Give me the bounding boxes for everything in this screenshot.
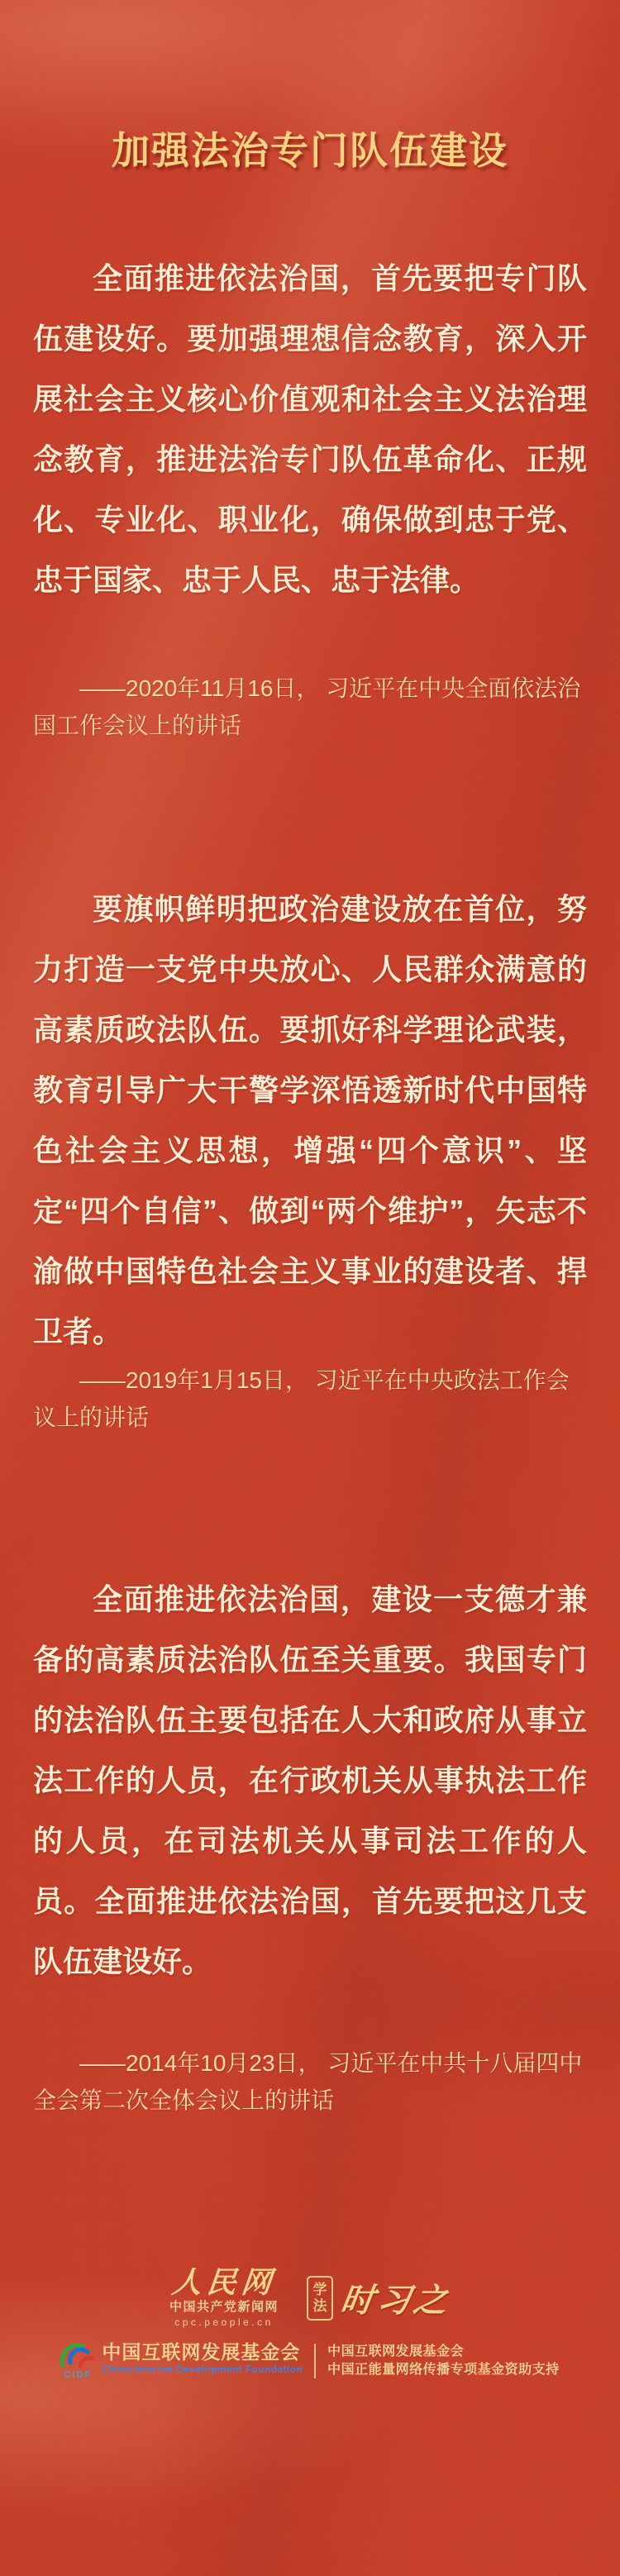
peoples-daily-subtitle: 中国共产党新闻网	[169, 2300, 279, 2314]
peoples-daily-url: cpc.people.cn	[174, 2316, 274, 2328]
footer-divider	[314, 2344, 316, 2378]
cidf-name-en: China Internet Development Foundation	[102, 2364, 303, 2375]
cidf-name-cn: 中国互联网发展基金会	[102, 2341, 301, 2363]
cidf-logo-block	[60, 2341, 303, 2380]
peoples-daily-wordmark: 人民网	[169, 2265, 279, 2299]
sponsor-support-line1: 中国互联网发展基金会	[327, 2344, 465, 2359]
shixizhi-wordmark: 时习之	[338, 2283, 453, 2319]
xuefa-badge-char-top: 学	[312, 2281, 327, 2297]
shixizhi-brand	[307, 2274, 451, 2321]
quote-attribution-2: ——2019年1月15日， 习近平在中央政法工作会议上的讲话	[33, 1367, 570, 1430]
xuefa-badge-char-bottom: 法	[312, 2297, 327, 2314]
quote-text-3: 全面推进依法治国，建设一支德才兼备的高素质法治队伍至关重要。我国专门的法治队伍主要包括在人大和政府从事立法工作的人员，在行政机关从事执法工作的人员，在司法机关从事司法工作的人员。全面推进依法治国，首先要把这几支队伍建设好。	[33, 1582, 587, 1978]
sponsor-support-line2: 中国正能量网络传播专项基金资助支持	[327, 2362, 560, 2377]
footer-logo-row	[0, 2267, 620, 2329]
quote-text-1: 全面推进依法治国，首先要把专门队伍建设好。要加强理想信念教育，深入开展社会主义核心价值观和社会主义法治理念教育，推进法治专门队伍革命化、正规化、专业化、职业化，确保做到忠于党、忠于国家、忠于人民、忠于法律。	[33, 261, 587, 597]
cidf-globe-icon	[60, 2341, 95, 2380]
cidf-names	[102, 2341, 303, 2376]
quote-attribution-3: ——2014年10月23日， 习近平在中共十八届四中全会第二次全体会议上的讲话	[33, 2050, 583, 2113]
quote-attribution-1: ——2020年11月16日， 习近平在中央全面依法治国工作会议上的讲话	[33, 675, 581, 738]
cidf-abbr-label: CIDF	[64, 2370, 93, 2380]
sponsor-support-text	[327, 2343, 560, 2379]
peoples-daily-logo	[169, 2267, 279, 2329]
page-title: 加强法治专门队伍建设	[112, 129, 508, 172]
cidf-globe-arcs	[60, 2341, 95, 2369]
quote-text-2: 要旗帜鲜明把政治建设放在首位，努力打造一支党中央放心、人民群众满意的高素质政法队伍。要抓好科学理论武装，教育引导广大干警学深悟透新时代中国特色社会主义思想，增强“四个意识”、坚定“四个自信”、做到“两个维护”，矢志不渝做中国特色社会主义事业的建设者、捍卫者。	[33, 892, 587, 1348]
footer-sponsor-row	[0, 2341, 620, 2380]
xuefa-badge	[307, 2276, 333, 2321]
